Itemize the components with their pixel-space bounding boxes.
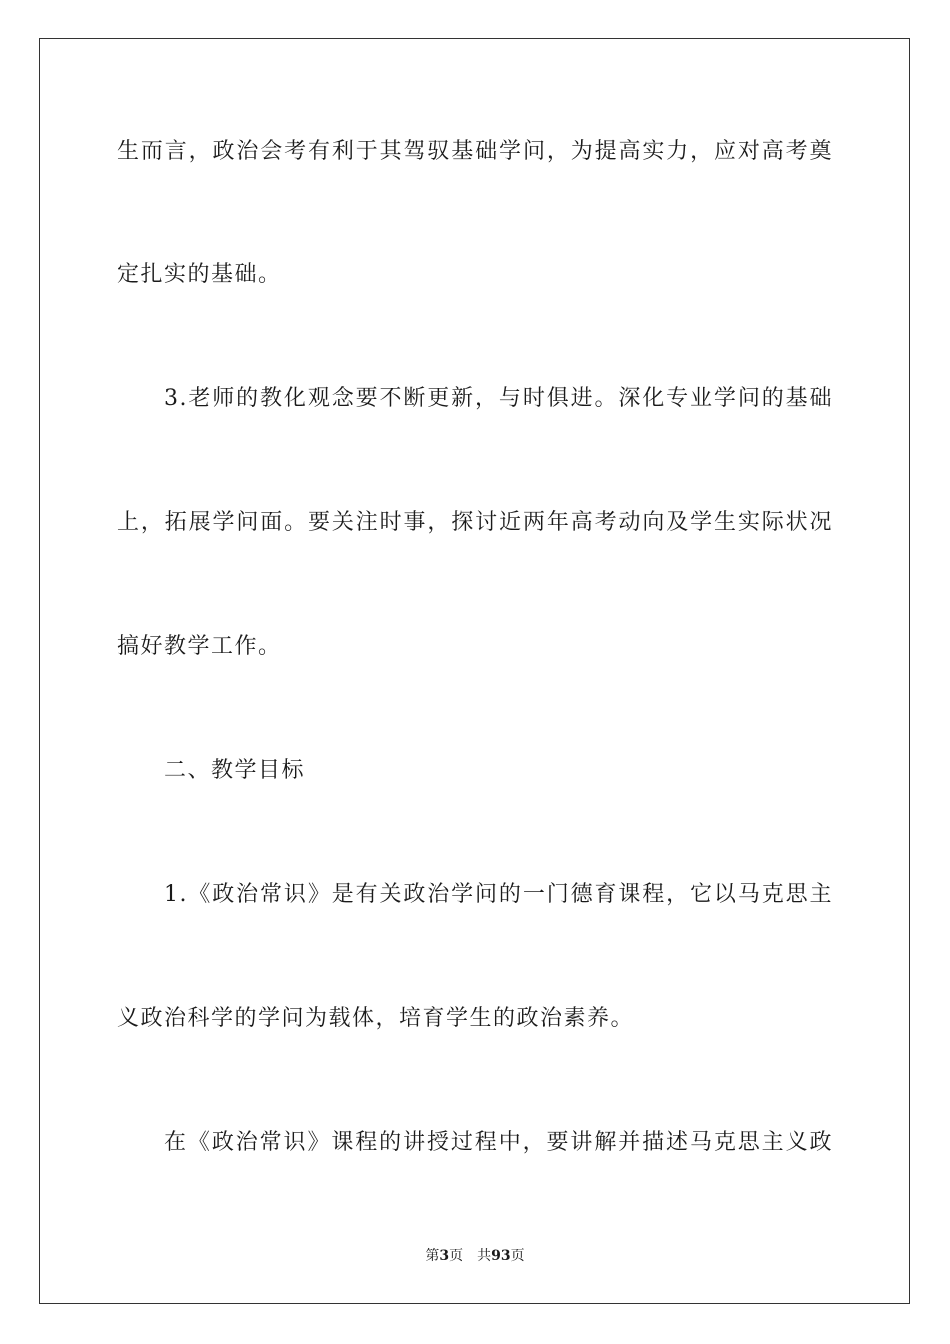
page-footer: [0, 1246, 950, 1266]
footer-total-suffix: 页: [510, 1248, 525, 1264]
paragraph-line-1: 生而言，政治会考有利于其驾驭基础学问，为提高实力，应对高考奠: [117, 139, 833, 164]
paragraph-line-2: 定扎实的基础。: [117, 262, 282, 287]
footer-total-pages: 93: [491, 1248, 511, 1264]
paragraph-line-7: 1.《政治常识》是有关政治学问的一门德育课程，它以马克思主: [164, 882, 833, 907]
paragraph-line-9: 在《政治常识》课程的讲授过程中，要讲解并描述马克思主义政: [164, 1130, 833, 1155]
footer-page-number: 3: [439, 1248, 450, 1264]
section-heading: 二、教学目标: [164, 758, 306, 783]
footer-total-prefix: 共: [477, 1248, 492, 1264]
footer-page-suffix: 页: [449, 1248, 464, 1264]
paragraph-line-4: 上，拓展学问面。要关注时事，探讨近两年高考动向及学生实际状况: [117, 510, 833, 535]
footer-page-prefix: 第: [425, 1248, 440, 1264]
paragraph-line-8: 义政治科学的学问为载体，培育学生的政治素养。: [117, 1006, 635, 1031]
paragraph-line-3: 3.老师的教化观念要不断更新，与时俱进。深化专业学问的基础: [164, 386, 833, 411]
page-frame: [39, 38, 910, 1304]
paragraph-line-5: 搞好教学工作。: [117, 634, 282, 659]
